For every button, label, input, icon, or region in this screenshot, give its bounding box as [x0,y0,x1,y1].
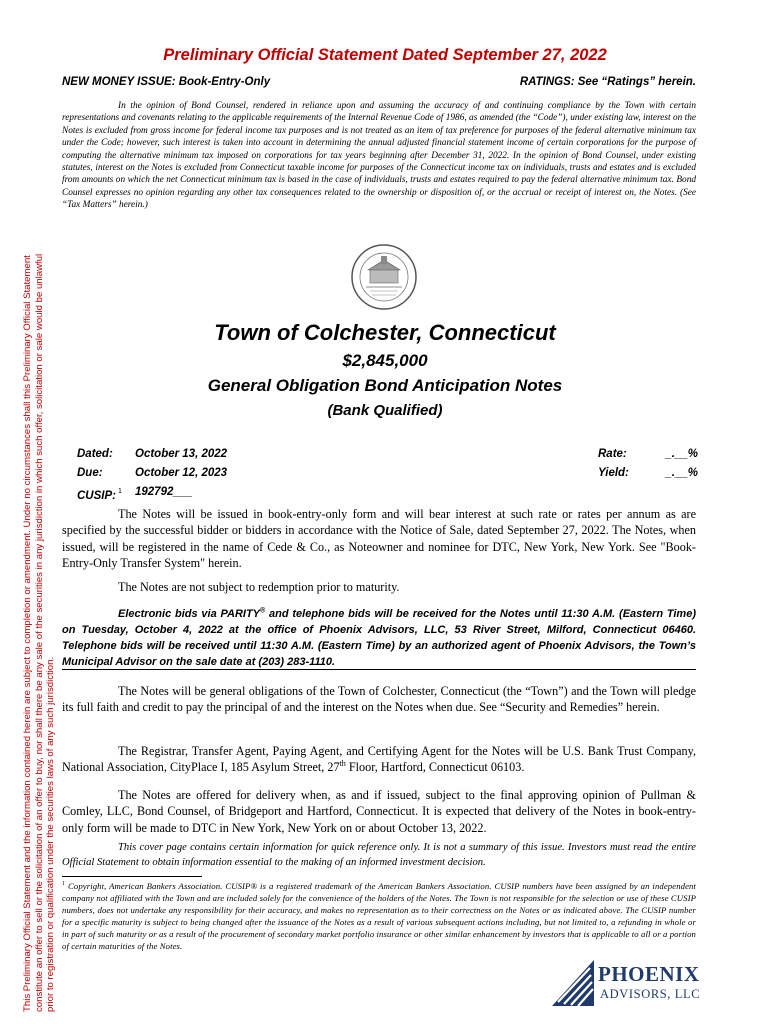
dated-row [77,445,377,464]
bank-qualified: (Bank Qualified) [327,402,443,419]
cusip-row [77,483,377,502]
rate-value: _.__% [665,448,698,460]
page-title: Preliminary Official Statement Dated September 27, 2022 [163,46,607,64]
town-name: Town of Colchester, Connecticut [214,320,556,345]
registrar-paragraph [62,743,696,776]
section-divider [62,669,696,670]
obligations-paragraph: The Notes will be general obligations of the Town of Colchester, Connecticut (the “Town”) and the Town will pledge its full faith and credit to pay the principal of and the interest on the Notes when due. See “Security and Remedies” herein. [62,684,696,715]
phoenix-advisors-logo [550,958,710,1008]
dated-label: Dated: [77,448,113,460]
bids-text-start: Electronic bids via PARITY [118,608,261,620]
due-value: October 12, 2023 [135,467,228,479]
ordinal-suffix: th [339,759,346,769]
offered-paragraph: The Notes are offered for delivery when, as and if issued, subject to the final approving opinion of Pullman & Comley, LLC, Bond Counsel, of Bridgeport and Hartford, Connecticut. It is expected that delivery of the Notes in book-entry-only form will be made to DTC in New York, New York on or about October 13, 2022. [62,788,696,835]
cusip-footnote [62,880,696,952]
footnote-rule [62,876,202,877]
registrar-text-start: The Registrar, Transfer Agent, Paying Agent, and Certifying Agent for the Notes will be U.S. Bank Trust Company, National Association, CityPlace I, 185 Asylum Street, 27 [62,744,696,775]
town-seal-icon [350,243,418,311]
cover-page-note: This cover page contains certain information for quick reference only. It is not a summary of this issue. Investors must read the entire Official Statement to obtain information essential to the making of an informed investment decision. [62,842,696,868]
disclaimer-line-3: prior to registration or qualification under the securities laws of any such jurisdiction. [45,656,56,1012]
redemption-paragraph: The Notes are not subject to redemption prior to maturity. [118,580,400,594]
terms-left [77,445,377,502]
disclaimer-line-2: constitute an offer to sell or the solicitation of an offer to buy, nor shall there be any sale of the securities in any jurisdiction in which such offer, solicitation or sale would be unlawful [33,253,45,1012]
logo-subtitle: ADVISORS, LLC [600,987,701,1001]
rate-row [598,445,698,464]
due-label: Due: [77,467,103,479]
bids-paragraph [62,606,696,670]
cusip-value: 192792___ [135,486,193,498]
ratings-note: RATINGS: See “Ratings” herein. [519,76,696,88]
yield-value: _.__% [665,467,698,479]
bids-text-end: and telephone bids will be received for the Notes until 11:30 A.M. (Eastern Time) on Tuesday, October 4, 2022 at the office of Phoenix Advisors, LLC, 53 River Street, Milford, Connecticut 06460. Telephone bids will be received until 11:30 A.M. (Eastern Time) by an authorized agent of Phoenix Advisors, the Town’s Municipal Advisor on the sale date at (203) 283-1110. [62,608,696,668]
yield-label: Yield: [598,467,629,479]
yield-row [598,464,698,483]
disclaimer-line-1: This Preliminary Official Statement and the information contained herein are subject to completion or amendment. Under no circumstances shall this Preliminary Official Statement [22,255,33,1012]
issue-amount: $2,845,000 [342,351,428,370]
phoenix-logo-icon [550,958,594,1008]
footnote-text: Copyright, American Bankers Association. CUSIP® is a registered trademark of the American Bankers Association. CUSIP numbers have been assigned by an independent company not affiliated with the Town and are included solely for the convenience of the holders of the Notes. The Town is not responsible for the selection or use of these CUSIP numbers, does not undertake any responsibility for their accuracy, and makes no representation as to their correctness on the Notes or as indicated above. The CUSIP number for a specific maturity is subject to being changed after the issuance of the Notes as a result of various subsequent actions including, but not limited to, a refunding in whole or in part of such maturity or as a result of the procurement of secondary market portfolio insurance or other similar enhancement by investors that is applicable to all or a portion of certain maturities of the Notes. [62,881,696,951]
issue-type: NEW MONEY ISSUE: Book-Entry-Only [62,76,271,88]
due-row [77,464,377,483]
cusip-footnote-marker: 1 [117,488,122,495]
dated-value: October 13, 2022 [135,448,228,460]
terms-right [598,445,698,483]
rate-label: Rate: [598,448,627,460]
cusip-label: CUSIP: [77,489,116,502]
registered-mark: ® [260,607,266,615]
tax-opinion: In the opinion of Bond Counsel, rendered in reliance upon and assuming the accuracy of and continuing compliance by the Town with certain representations and covenants relating to the applicable requirements of the Internal Revenue Code of 1986, as amended (the “Code”), under existing law, interest on the Notes is excluded from gross income for federal income tax purposes and is not treated as an item of tax preference for purposes of the federal alternative minimum tax under the Code; however, such interest is taken into account in determining the annual adjusted financial statement income of certain corporations for the purpose of computing the alternative minimum tax imposed on corporations for tax years beginning after December 31, 2022. In the opinion of Bond Counsel, under existing statutes, interest on the Notes is excluded from Connecticut taxable income for purposes of the Connecticut income tax on individuals, trusts and estates and is excluded from amounts on which the net Connecticut minimum tax is based in the case of individuals, trusts and estates required to pay the federal alternative minimum tax. Bond Counsel expresses no opinion regarding any other tax consequences related to the ownership or disposition of, or the accrual or receipt of interest on, the Notes. (See “Tax Matters” herein.) [62,101,696,211]
logo-name: PHOENIX [598,962,700,986]
issue-title: General Obligation Bond Anticipation Notes [207,376,563,395]
registrar-text-end: Floor, Hartford, Connecticut 06103. [345,760,525,775]
book-entry-paragraph: The Notes will be issued in book-entry-only form and will bear interest at such rate or rates per annum as are specified by the successful bidder or bidders in accordance with the Notice of Sale, dated September 27, 2022. The Notes, when issued, will be registered in the name of Cede & Co., as Noteowner and nominee for DTC, New York, New York. See "Book-Entry-Only Transfer System" herein. [62,507,696,570]
footnote-marker: 1 [62,881,66,888]
